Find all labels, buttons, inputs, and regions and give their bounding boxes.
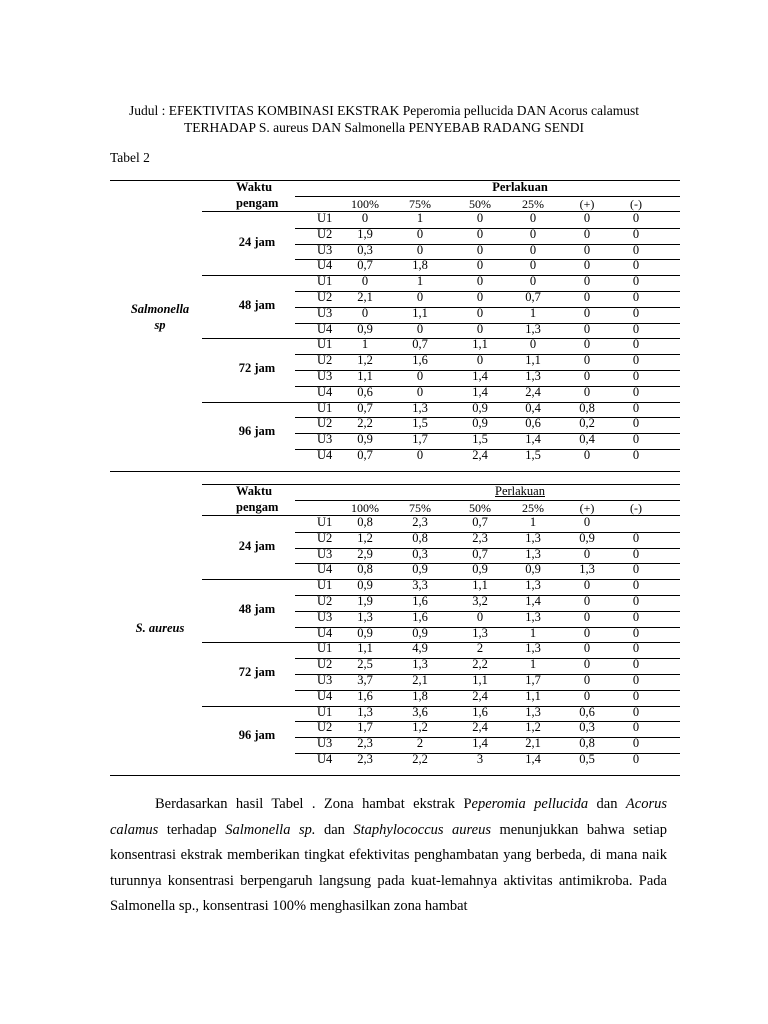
table-cell: 0,9: [357, 578, 373, 593]
para-italic-3: Salmonella sp.: [225, 821, 316, 838]
organism-label: [110, 301, 210, 333]
table-cell: 1,3: [525, 609, 541, 624]
replicate-label: U4: [317, 562, 333, 577]
organism-name: S. aureus: [135, 621, 185, 635]
table-cell: 2,4: [472, 688, 488, 703]
table-cell: 1,6: [472, 704, 488, 719]
replicate-label: U3: [317, 673, 333, 687]
table-cell: 0: [361, 305, 369, 320]
column-header: (+): [579, 197, 595, 211]
table-cell: 0: [632, 562, 640, 577]
table-cell: 2,1: [412, 673, 428, 687]
time-label: 96 jam: [238, 424, 276, 439]
table-cell: 0: [632, 353, 640, 368]
replicate-label: U3: [317, 546, 333, 561]
table-cell: 0: [476, 305, 484, 320]
table-cell: 1,3: [412, 400, 428, 415]
table-cell: 1,3: [525, 321, 541, 336]
table-cell: 0: [583, 578, 591, 593]
table-cell: 0: [476, 242, 484, 257]
table-cell: 1,5: [412, 416, 428, 431]
table-cell: 0,9: [357, 321, 373, 336]
replicate-label: U4: [317, 625, 333, 640]
table-cell: 0: [632, 704, 640, 719]
table-cell: 1,8: [412, 688, 428, 703]
table-cell: 2,9: [357, 546, 373, 561]
table-cell: 0,3: [357, 242, 373, 257]
table-cell: 2,5: [357, 657, 373, 672]
table-cell: 3,2: [472, 594, 488, 608]
column-header: (-): [630, 501, 642, 515]
table-cell: 1: [529, 305, 537, 320]
table-cell: 1,3: [525, 530, 541, 545]
title-line-2: TERHADAP S. aureus DAN Salmonella PENYEBAB RADANG SENDI: [184, 120, 584, 135]
table-cell: 1,1: [472, 337, 488, 352]
waktu-line-2: pengam: [236, 196, 279, 210]
table-cell: 0,7: [525, 290, 541, 304]
para-text-4: dan: [315, 821, 354, 838]
table-cell: 2,3: [472, 530, 488, 545]
table-cell: 0: [583, 258, 591, 273]
table-cell: 0: [632, 448, 640, 462]
table-cell: 1,2: [357, 530, 373, 545]
table-cell: 0: [529, 242, 537, 257]
table-cell: 0: [632, 211, 640, 225]
replicate-label: U3: [317, 369, 333, 383]
table-cell: 0: [632, 720, 640, 735]
table-cell: 1: [416, 274, 424, 289]
table-cell: 1,1: [525, 688, 541, 703]
table-cell: 0: [583, 641, 591, 656]
table-cell: 0: [583, 384, 591, 399]
table-cell: 0: [632, 609, 640, 624]
waktu-line-1: Waktu: [236, 484, 273, 498]
replicate-label: U3: [317, 242, 333, 257]
table-cell: 0: [583, 226, 591, 241]
table-cell: 2,3: [412, 515, 428, 529]
table-cell: 1,4: [472, 384, 488, 399]
table-cell: 0,9: [525, 562, 541, 577]
table-cell: 0,8: [412, 530, 428, 545]
table-cell: 0: [632, 369, 640, 383]
replicate-label: U3: [317, 609, 333, 624]
table-cell: 0: [583, 305, 591, 320]
table-cell: 1,3: [525, 641, 541, 656]
table-cell: 1: [529, 657, 537, 672]
table-cell: 1,4: [525, 752, 541, 766]
table-cell: 0: [583, 242, 591, 257]
table-cell: 1,7: [525, 673, 541, 687]
table-salmonella: [110, 180, 680, 470]
table-cell: 1,1: [472, 578, 488, 593]
table-cell: 0: [476, 226, 484, 241]
table-cell: 0: [529, 337, 537, 352]
table-cell: 1,1: [412, 305, 428, 320]
replicate-label: U1: [317, 337, 333, 352]
table-cell: 1,3: [357, 609, 373, 624]
table-cell: 1,4: [472, 736, 488, 751]
table-cell: 0,6: [525, 416, 541, 431]
table-cell: 0,6: [579, 704, 595, 719]
table-cell: 0,4: [579, 432, 595, 447]
column-header: 100%: [351, 197, 379, 211]
replicate-label: U2: [317, 594, 333, 608]
para-text-1: Berdasarkan hasil Tabel . Zona hambat ekstrak P: [155, 796, 472, 812]
table-cell: 0: [583, 657, 591, 672]
perlakuan-header: Perlakuan: [495, 484, 545, 498]
table-cell: 0,4: [525, 400, 541, 415]
table-cell: 0: [632, 625, 640, 640]
table-cell: 2,4: [472, 448, 488, 462]
table-cell: 0: [476, 609, 484, 624]
table-cell: 0: [632, 290, 640, 304]
waktu-line-1: Waktu: [236, 180, 273, 194]
replicate-label: U2: [317, 416, 333, 431]
table-cell: 0,7: [357, 448, 373, 462]
table-cell: 1,3: [525, 704, 541, 719]
replicate-label: U1: [317, 704, 333, 719]
table-cell: 0: [583, 274, 591, 289]
table-cell: 0: [361, 274, 369, 289]
table-cell: 0: [583, 353, 591, 368]
table-cell: 0: [416, 290, 424, 304]
table-cell: 0: [632, 321, 640, 336]
table-cell: 1,1: [357, 369, 373, 383]
table-cell: 1,3: [412, 657, 428, 672]
table-cell: 0: [476, 258, 484, 273]
table-cell: 0,2: [579, 416, 595, 431]
table-cell: 0: [632, 752, 640, 766]
table-cell: 0: [632, 657, 640, 672]
table-cell: 1,3: [525, 578, 541, 593]
table-cell: 0: [361, 211, 369, 225]
table-cell: 1,5: [472, 432, 488, 447]
time-label: 48 jam: [238, 297, 276, 312]
table-cell: 1,4: [472, 369, 488, 383]
table-cell: 0,7: [412, 337, 428, 352]
table-cell: 0: [529, 226, 537, 241]
table-label: Tabel 2: [110, 150, 150, 165]
table-cell: 0: [632, 673, 640, 687]
table-cell: 0: [529, 258, 537, 273]
para-italic-4: Staphylococcus aureus: [353, 821, 491, 838]
column-header: 50%: [469, 197, 491, 211]
table-cell: 1: [416, 211, 424, 225]
table-cell: 1,1: [525, 353, 541, 368]
table-cell: 0,9: [472, 416, 488, 431]
para-text-3: terhadap: [158, 821, 226, 838]
column-header: 100%: [351, 501, 379, 515]
replicate-label: U1: [317, 515, 333, 529]
table-cell: 0: [632, 688, 640, 703]
table-cell: 0: [416, 321, 424, 336]
replicate-label: U2: [317, 353, 333, 368]
replicate-label: U4: [317, 688, 333, 703]
table-cell: 0: [632, 416, 640, 431]
table-cell: 0: [632, 226, 640, 241]
replicate-label: U1: [317, 274, 333, 289]
table-cell: 0,7: [357, 400, 373, 415]
table-cell: 0: [416, 448, 424, 462]
table-cell: 1: [361, 337, 369, 352]
table-cell: 1,3: [525, 546, 541, 561]
table-cell: 1,5: [525, 448, 541, 462]
replicate-label: U2: [317, 226, 333, 241]
table-cell: 0: [632, 384, 640, 399]
replicate-label: U2: [317, 290, 333, 304]
table-cell: 0: [632, 242, 640, 257]
table-cell: 1,7: [412, 432, 428, 447]
para-text-5: menunjukkan bahwa setiap konsentrasi ekstrak memberikan tingkat efektivitas penghambatan yang berbeda, di mana naik turunnya konsentrasi berpengaruh langsung pada kuat-lemahnya aktivitas antimikroba. Pada Salmonella sp., konsentrasi 100% menghasilkan zona hambat: [110, 821, 667, 914]
column-header: 75%: [409, 197, 431, 211]
para-italic-1: eperomia pellucida: [471, 796, 589, 812]
table-cell: 1,4: [525, 432, 541, 447]
table-cell: 1,3: [472, 625, 488, 640]
time-label: 72 jam: [238, 665, 276, 679]
table-cell: 0: [583, 369, 591, 383]
column-header: (-): [630, 197, 642, 211]
table-cell: 0: [632, 530, 640, 545]
table-bottom-rule: [110, 775, 680, 776]
table-cell: 1,1: [472, 673, 488, 687]
table-cell: 0: [416, 384, 424, 399]
organism-name-suffix: sp: [154, 318, 166, 332]
table-cell: 0: [583, 625, 591, 640]
table-cell: 0: [416, 369, 424, 383]
table-cell: 1,3: [525, 369, 541, 383]
replicate-label: U2: [317, 657, 333, 672]
column-header: 25%: [522, 501, 544, 515]
table-cell: 0: [583, 211, 591, 225]
waktu-line-2: pengam: [236, 500, 279, 514]
table-cell: 0: [583, 448, 591, 462]
table-cell: 0,9: [412, 625, 428, 640]
replicate-label: U4: [317, 258, 333, 273]
table-cell: 0,6: [357, 384, 373, 399]
replicate-label: U3: [317, 305, 333, 320]
table-cell: 0: [583, 337, 591, 352]
title-line-1: Judul : EFEKTIVITAS KOMBINASI EKSTRAK Peperomia pellucida DAN Acorus calamust: [129, 103, 639, 118]
document-title: [100, 102, 668, 136]
replicate-label: U4: [317, 321, 333, 336]
table-cell: 2,2: [472, 657, 488, 672]
table-cell: 2,4: [525, 384, 541, 399]
table-cell: 1,6: [412, 609, 428, 624]
table-cell: 0: [583, 594, 591, 608]
table-cell: 1,2: [525, 720, 541, 735]
time-label: 24 jam: [238, 538, 276, 553]
table-cell: 0,7: [472, 515, 488, 529]
table-cell: 0: [632, 594, 640, 608]
table-cell: 3,6: [412, 704, 428, 719]
table-cell: 2,1: [357, 290, 373, 304]
table-cell: 0: [529, 211, 537, 225]
perlakuan-header: Perlakuan: [492, 180, 548, 194]
table-cell: 0: [632, 337, 640, 352]
table-cell: 0: [632, 400, 640, 415]
table-cell: 0: [476, 290, 484, 304]
table-cell: 1,6: [412, 594, 428, 608]
table-cell: 1,2: [412, 720, 428, 735]
replicate-label: U3: [317, 432, 333, 447]
table-cell: 0: [583, 321, 591, 336]
table-cell: 1,3: [357, 704, 373, 719]
table-s-aureus: [110, 484, 680, 774]
table-cell: 0: [632, 578, 640, 593]
table-cell: 1,2: [357, 353, 373, 368]
table-cell: 0: [476, 211, 484, 225]
time-label: 96 jam: [238, 728, 276, 743]
table-cell: 0,3: [412, 546, 428, 561]
table-cell: 0: [632, 546, 640, 561]
table-cell: 2,2: [412, 752, 428, 766]
table-cell: 2,3: [357, 752, 373, 766]
table-cell: 0: [632, 641, 640, 656]
table-cell: 0: [476, 321, 484, 336]
replicate-label: U4: [317, 752, 333, 766]
table-cell: 0: [583, 688, 591, 703]
table-cell: 0,9: [472, 400, 488, 415]
table-cell: 1: [529, 515, 537, 529]
table-cell: 3: [476, 752, 484, 766]
table-cell: 1,6: [357, 688, 373, 703]
table-cell: 2,4: [472, 720, 488, 735]
table-cell: 0,9: [412, 562, 428, 577]
table-cell: 0: [416, 226, 424, 241]
time-label: 24 jam: [238, 234, 276, 249]
time-label: 48 jam: [238, 601, 276, 616]
table-cell: 2,1: [525, 736, 541, 751]
replicate-label: U1: [317, 400, 333, 415]
table-cell: 1,4: [525, 594, 541, 608]
table-cell: 2,3: [357, 736, 373, 751]
para-italic-2: Acorus calamus: [110, 796, 668, 838]
table-cell: 3,7: [357, 673, 373, 687]
table-cell: 1,1: [357, 641, 373, 656]
replicate-label: U1: [317, 211, 333, 225]
table-cell: 1,9: [357, 226, 373, 241]
table-cell: 0,5: [579, 752, 595, 766]
table-cell: 0,8: [579, 400, 595, 415]
table-cell: 0: [583, 546, 591, 561]
table-cell: 0,7: [472, 546, 488, 561]
body-paragraph: [110, 792, 667, 920]
organism-label: [110, 620, 210, 636]
table-bottom-rule: [110, 471, 680, 472]
table-cell: 0,8: [357, 562, 373, 577]
table-cell: 0: [583, 290, 591, 304]
table-cell: 0: [583, 515, 591, 529]
table-cell: 2: [416, 736, 424, 751]
table-cell: 0: [583, 673, 591, 687]
table-cell: 0,3: [579, 720, 595, 735]
table-cell: 0: [583, 609, 591, 624]
table-cell: 0,9: [579, 530, 595, 545]
table-cell: 0,8: [357, 515, 373, 529]
table-cell: 2: [476, 641, 484, 656]
column-header: 50%: [469, 501, 491, 515]
table-cell: 0: [476, 353, 484, 368]
table-cell: 0,8: [579, 736, 595, 751]
table-cell: 0: [632, 258, 640, 273]
time-label: 72 jam: [238, 361, 276, 375]
table-cell: 3,3: [412, 578, 428, 593]
column-header: 75%: [409, 501, 431, 515]
table-cell: 0: [416, 242, 424, 257]
column-header: (+): [579, 501, 595, 515]
table-cell: 1,8: [412, 258, 428, 273]
replicate-label: U1: [317, 641, 333, 656]
table-cell: 4,9: [412, 641, 428, 656]
organism-name: Salmonella: [130, 302, 190, 316]
table-cell: 0: [529, 274, 537, 289]
para-text-2: dan: [588, 796, 626, 812]
column-header: 25%: [522, 197, 544, 211]
replicate-label: U2: [317, 720, 333, 735]
replicate-label: U4: [317, 448, 333, 462]
table-cell: 0,9: [357, 432, 373, 447]
table-cell: 0: [632, 736, 640, 751]
replicate-label: U4: [317, 384, 333, 399]
table-cell: 0,9: [357, 625, 373, 640]
replicate-label: U2: [317, 530, 333, 545]
table-cell: 1,9: [357, 594, 373, 608]
waktu-header: [236, 483, 278, 515]
table-cell: 1,7: [357, 720, 373, 735]
replicate-label: U3: [317, 736, 333, 751]
table-cell: 0: [632, 274, 640, 289]
table-cell: 0: [476, 274, 484, 289]
waktu-header: [236, 179, 278, 211]
table-cell: 1,6: [412, 353, 428, 368]
table-cell: 0,7: [357, 258, 373, 273]
table-cell: 2,2: [357, 416, 373, 431]
table-cell: 1: [529, 625, 537, 640]
replicate-label: U1: [317, 578, 333, 593]
table-cell: 0: [632, 432, 640, 447]
table-cell: 0: [632, 305, 640, 320]
table-cell: 1,3: [579, 562, 595, 577]
table-cell: 0,9: [472, 562, 488, 577]
